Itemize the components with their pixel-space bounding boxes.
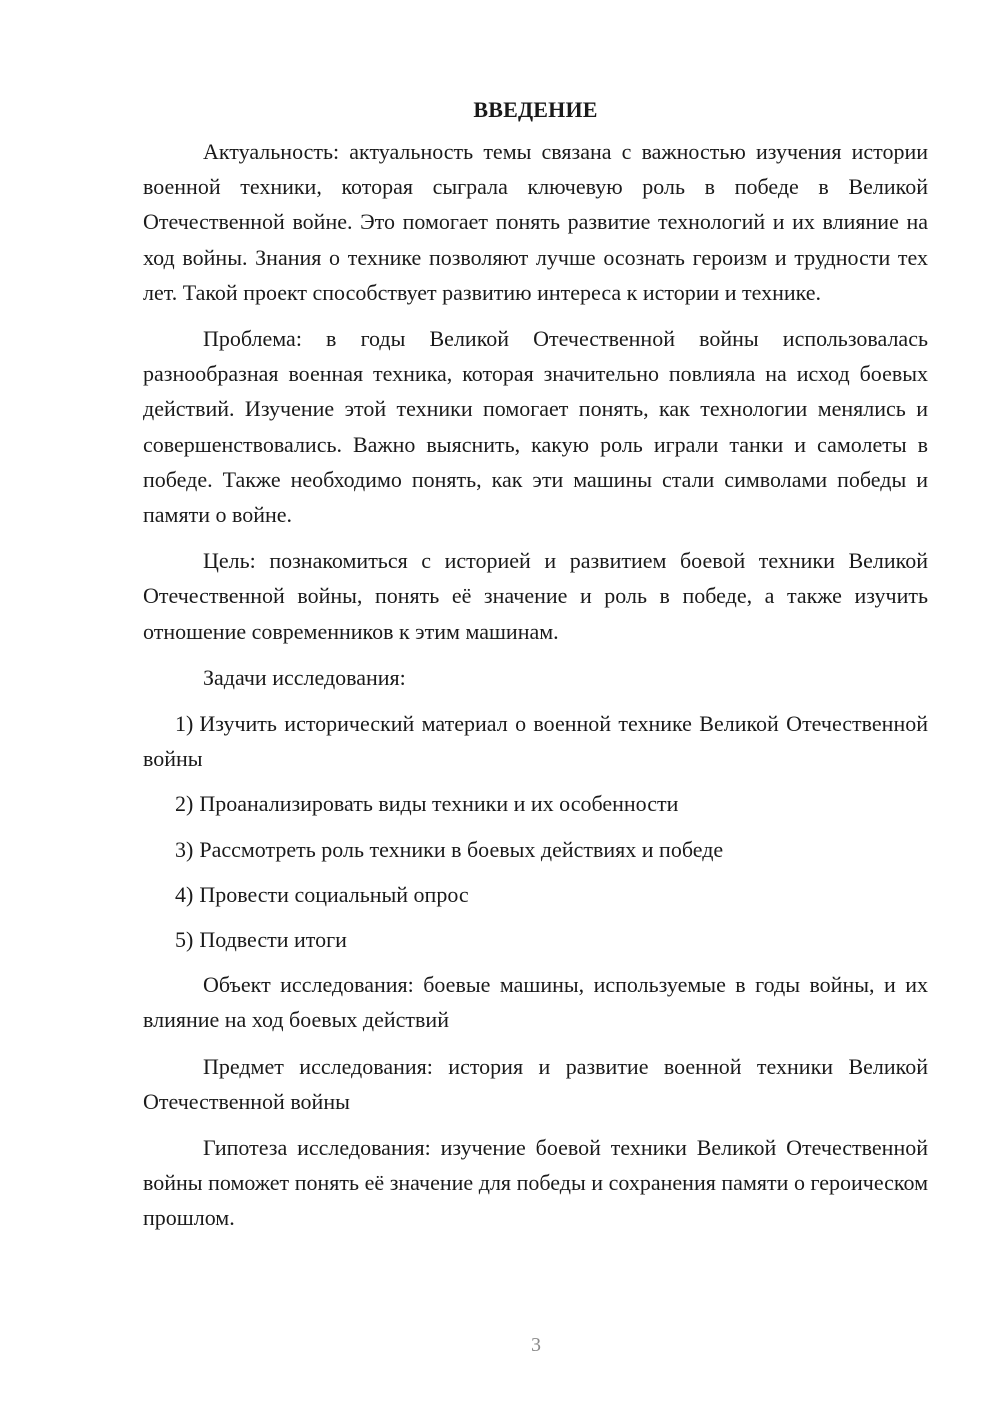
task-item: [143, 877, 928, 912]
paragraph-problem: Проблема: в годы Великой Отечественной войны использовалась разнообразная военная техника, которая значительно повлияла на исход боевых действий. Изучение этой техники помогает понять, как технологии менялись и совершенствовались. Важно выяснить, какую роль играли танки и самолеты в победе. Также необходимо понять, как эти машины стали символами победы и памяти о войне.: [143, 326, 928, 528]
task-text: Рассмотреть роль техники в боевых действиях и победе: [199, 836, 724, 862]
tasks-heading: Задачи исследования:: [203, 664, 406, 690]
task-number: 4): [175, 881, 194, 907]
section-title: ВВЕДЕНИЕ: [473, 97, 598, 122]
task-item: [143, 706, 928, 776]
paragraph-goal: Цель: познакомиться с историей и развитием боевой техники Великой Отечественной войны, понять её значение и роль в победе, а также изучить отношение современников к этим машинам.: [143, 548, 928, 644]
task-item: [143, 786, 928, 821]
tasks-list: [143, 706, 928, 957]
task-number: 3): [175, 836, 194, 862]
paragraph-subject: Предмет исследования: история и развитие военной техники Великой Отечественной войны: [143, 1053, 928, 1114]
task-number: 5): [175, 927, 194, 953]
task-item: [143, 922, 928, 957]
task-text: Провести социальный опрос: [199, 881, 469, 907]
paragraph-hypothesis: Гипотеза исследования: изучение боевой техники Великой Отечественной войны поможет понять её значение для победы и сохранения памяти о героическом прошлом.: [143, 1135, 928, 1231]
task-number: 1): [175, 711, 194, 737]
task-item: [143, 832, 928, 867]
task-text: Изучить исторический материал о военной технике Великой Отечественной войны: [143, 711, 928, 772]
task-text: Проанализировать виды техники и их особенности: [199, 791, 679, 817]
document-page: [143, 92, 928, 1247]
task-text: Подвести итоги: [199, 927, 347, 953]
task-number: 2): [175, 791, 194, 817]
page-number: 3: [531, 1334, 541, 1356]
paragraph-object: Объект исследования: боевые машины, используемые в годы войны, и их влияние на ход боевых действий: [143, 972, 928, 1033]
paragraph-relevance: Актуальность: актуальность темы связана с важностью изучения истории военной техники, которая сыграла ключевую роль в победе в Великой Отечественной войне. Это помогает понять развитие технологий и их влияние на ход войны. Знания о технике позволяют лучше осознать героизм и трудности тех лет. Такой проект способствует развитию интереса к истории и технике.: [143, 139, 928, 305]
